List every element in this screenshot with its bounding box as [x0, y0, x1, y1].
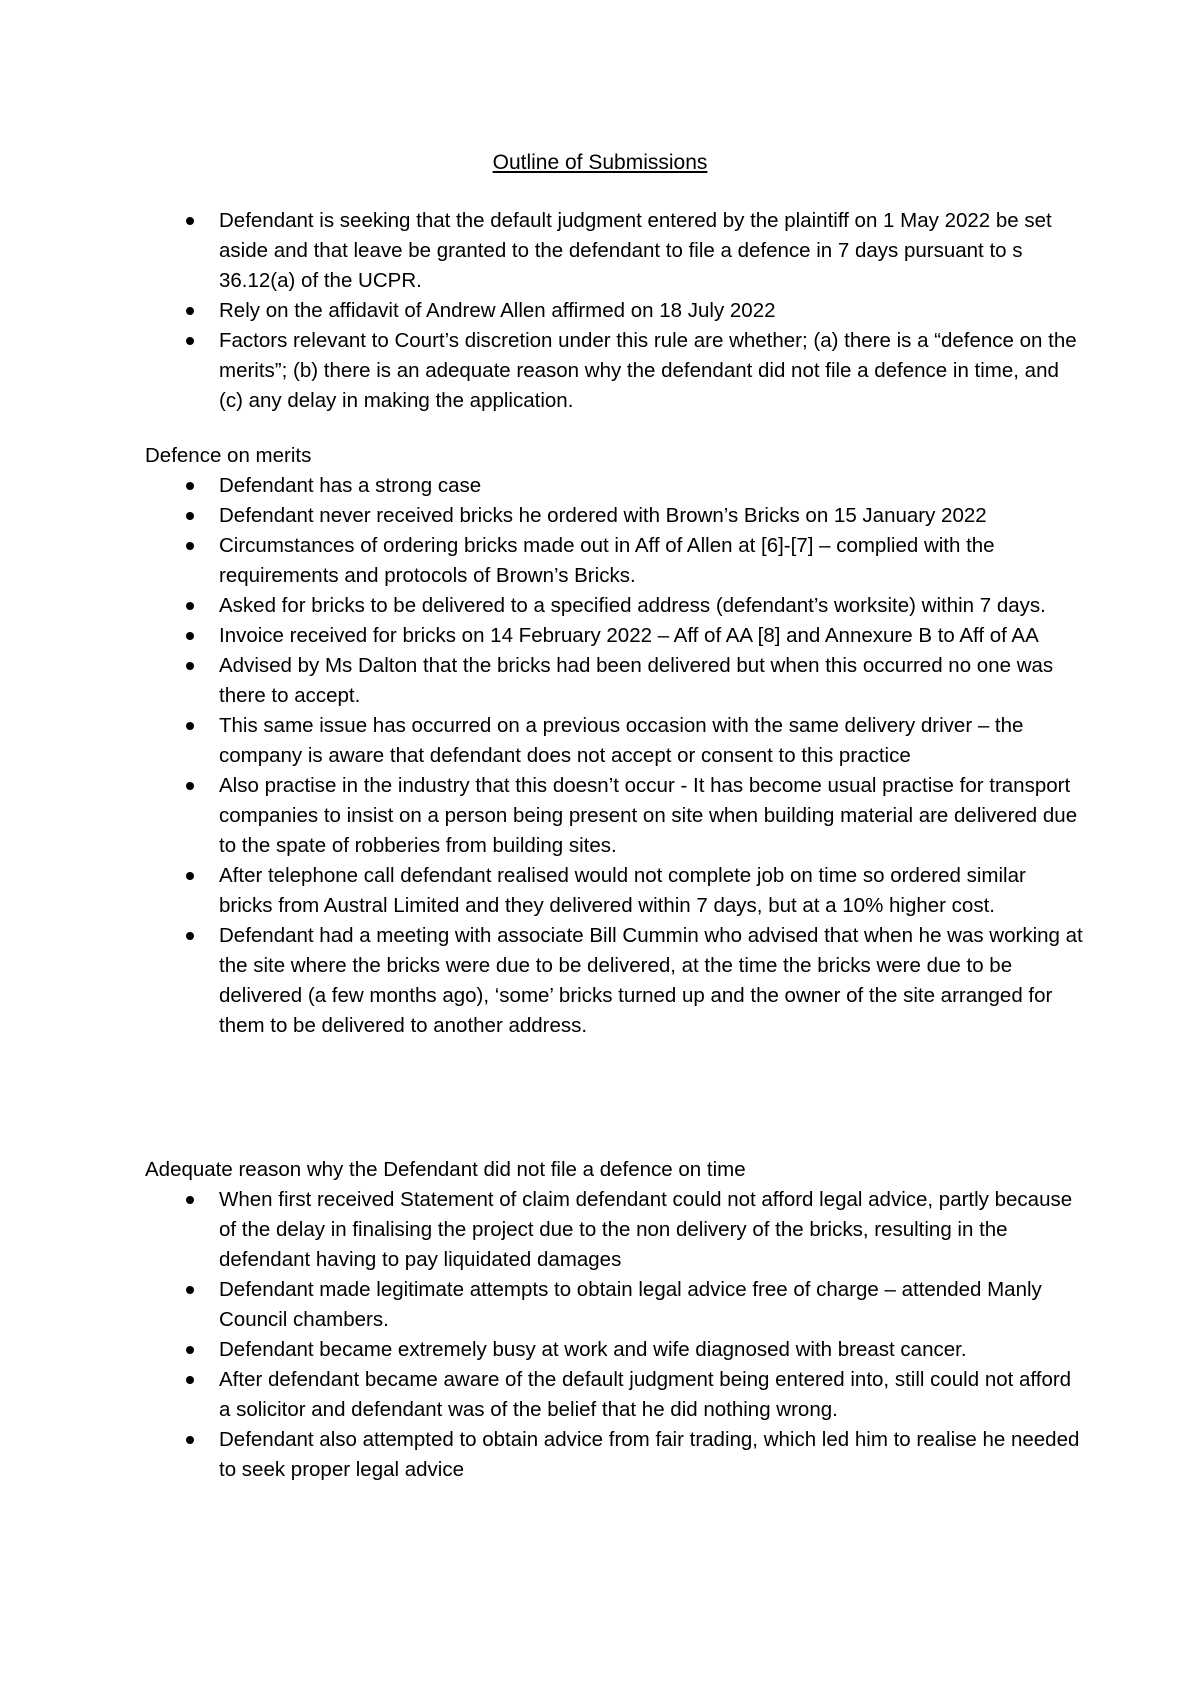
list-item-text: Defendant has a strong case — [219, 474, 482, 497]
list-item — [145, 1275, 1085, 1335]
bullet-icon — [186, 1196, 194, 1204]
list-item-text: Factors relevant to Court’s discretion under this rule are whether; (a) there is a “defence on the merits”; (b) there is an adequate reason why the defendant did not file a defence in time, and (c) any delay in making the application. — [219, 329, 1077, 412]
list-item — [145, 326, 1085, 416]
list-item-text: Defendant is seeking that the default judgment entered by the plaintiff on 1 May 2022 be set aside and that leave be granted to the defendant to file a defence in 7 days pursuant to s 36.12(a) of the UCPR. — [219, 209, 1052, 292]
list-item — [145, 711, 1085, 771]
list-item-text: Defendant became extremely busy at work and wife diagnosed with breast cancer. — [219, 1338, 967, 1361]
reason-bullet-list — [145, 1185, 1085, 1485]
bullet-icon — [186, 932, 194, 940]
list-item-text: Rely on the affidavit of Andrew Allen affirmed on 18 July 2022 — [219, 299, 776, 322]
list-item — [145, 1365, 1085, 1425]
bullet-icon — [186, 307, 194, 315]
bullet-icon — [186, 1376, 194, 1384]
list-item — [145, 591, 1085, 621]
list-item — [145, 921, 1085, 1041]
list-item-text: Advised by Ms Dalton that the bricks had been delivered but when this occurred no one was there to accept. — [219, 654, 1054, 707]
list-item — [145, 1185, 1085, 1275]
list-item — [145, 1335, 1085, 1365]
bullet-icon — [186, 602, 194, 610]
list-item-text: Defendant never received bricks he ordered with Brown’s Bricks on 15 January 2022 — [219, 504, 987, 527]
bullet-icon — [186, 722, 194, 730]
list-item-text: Circumstances of ordering bricks made out in Aff of Allen at [6]-[7] – complied with the requirements and protocols of Brown’s Bricks. — [219, 534, 995, 587]
bullet-icon — [186, 482, 194, 490]
list-item — [145, 501, 1085, 531]
list-item-text: Defendant made legitimate attempts to obtain legal advice free of charge – attended Manly Council chambers. — [219, 1278, 1042, 1331]
list-item — [145, 621, 1085, 651]
bullet-icon — [186, 872, 194, 880]
bullet-icon — [186, 217, 194, 225]
list-item — [145, 296, 1085, 326]
list-item — [145, 861, 1085, 921]
list-item-text: Defendant had a meeting with associate Bill Cummin who advised that when he was working at the site where the bricks were due to be delivered, at the time the bricks were due to be delivered (a few months ago), ‘some’ bricks turned up and the owner of the site arranged for them to be delivered to another address. — [219, 924, 1083, 1037]
bullet-icon — [186, 1346, 194, 1354]
list-item-text: Also practise in the industry that this doesn’t occur - It has become usual practise for transport companies to insist on a person being present on site when building material are delivered due to the spate of robberies from building sites. — [219, 774, 1078, 857]
list-item — [145, 206, 1085, 296]
list-item — [145, 471, 1085, 501]
list-item — [145, 531, 1085, 591]
list-item — [145, 771, 1085, 861]
intro-bullet-list — [145, 206, 1085, 416]
bullet-icon — [186, 782, 194, 790]
list-item — [145, 651, 1085, 711]
merits-heading: Defence on merits — [145, 444, 312, 467]
bullet-icon — [186, 512, 194, 520]
document-title: Outline of Submissions — [492, 151, 708, 174]
bullet-icon — [186, 1436, 194, 1444]
list-item-text: After telephone call defendant realised would not complete job on time so ordered similar bricks from Austral Limited and they delivered within 7 days, but at a 10% higher cost. — [219, 864, 1026, 917]
bullet-icon — [186, 1286, 194, 1294]
bullet-icon — [186, 632, 194, 640]
reason-section — [145, 1155, 1085, 1485]
intro-section — [145, 206, 1085, 416]
list-item-text: When first received Statement of claim defendant could not afford legal advice, partly because of the delay in finalising the project due to the non delivery of the bricks, resulting in the defendant having to pay liquidated damages — [219, 1188, 1073, 1271]
reason-heading: Adequate reason why the Defendant did not file a defence on time — [145, 1158, 746, 1181]
merits-bullet-list — [145, 471, 1085, 1041]
bullet-icon — [186, 662, 194, 670]
merits-section — [145, 441, 1085, 1041]
list-item-text: Invoice received for bricks on 14 February 2022 – Aff of AA [8] and Annexure B to Aff of AA — [219, 624, 1039, 647]
list-item — [145, 1425, 1085, 1485]
list-item-text: Defendant also attempted to obtain advice from fair trading, which led him to realise he needed to seek proper legal advice — [219, 1428, 1080, 1481]
list-item-text: Asked for bricks to be delivered to a specified address (defendant’s worksite) within 7 days. — [219, 594, 1046, 617]
list-item-text: After defendant became aware of the default judgment being entered into, still could not afford a solicitor and defendant was of the belief that he did nothing wrong. — [219, 1368, 1072, 1421]
list-item-text: This same issue has occurred on a previous occasion with the same delivery driver – the company is aware that defendant does not accept or consent to this practice — [219, 714, 1024, 767]
bullet-icon — [186, 542, 194, 550]
bullet-icon — [186, 337, 194, 345]
